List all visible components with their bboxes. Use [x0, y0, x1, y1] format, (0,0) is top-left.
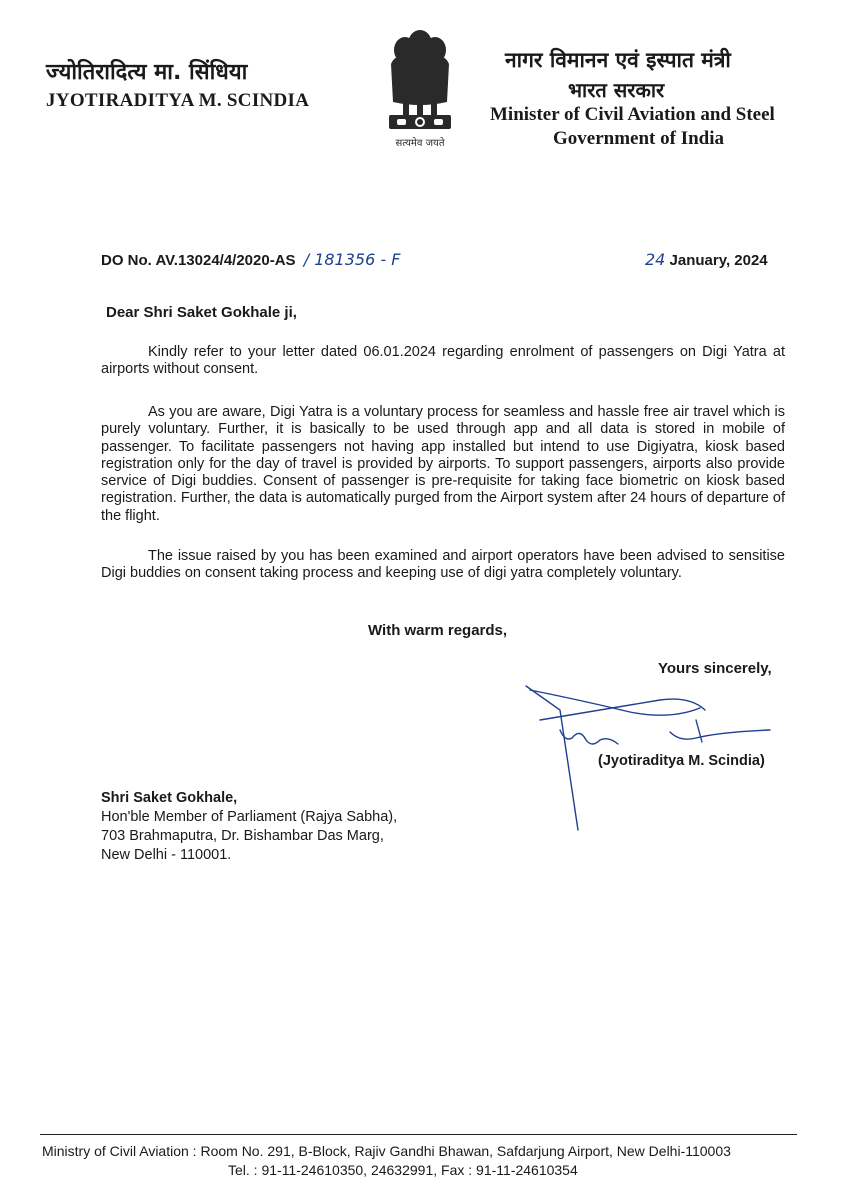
date-day-handwritten: 24 — [645, 250, 666, 269]
recipient-line-2: 703 Brahmaputra, Dr. Bishambar Das Marg, — [101, 828, 384, 844]
emblem-motto: सत्यमेव जयते — [395, 138, 445, 149]
minister-title-hindi: नागर विमानन एवं इस्पात मंत्री — [505, 48, 731, 72]
recipient-line-3: New Delhi - 110001. — [101, 847, 232, 863]
recipient-name: Shri Saket Gokhale, — [101, 790, 238, 806]
footer-divider — [40, 1134, 797, 1135]
salutation: Dear Shri Saket Gokhale ji, — [106, 304, 297, 321]
date-month-year: January, 2024 — [669, 252, 768, 269]
government-english: Government of India — [553, 128, 724, 149]
valediction: Yours sincerely, — [658, 660, 772, 677]
do-number — [101, 250, 400, 269]
signatory-name: (Jyotiraditya M. Scindia) — [598, 753, 765, 769]
minister-name-english: JYOTIRADITYA M. SCINDIA — [46, 90, 310, 111]
do-number-printed: DO No. AV.13024/4/2020-AS — [101, 252, 296, 269]
government-hindi: भारत सरकार — [568, 78, 665, 102]
footer-contact: Tel. : 91-11-24610350, 24632991, Fax : 91-11-24610354 — [228, 1162, 578, 1178]
paragraph-1: Kindly refer to your letter dated 06.01.2024 regarding enrolment of passengers on Digi Yatra at airports without consent. — [101, 344, 785, 378]
minister-title-english: Minister of Civil Aviation and Steel — [490, 104, 775, 125]
footer-address: Ministry of Civil Aviation : Room No. 291, B-Block, Rajiv Gandhi Bhawan, Safdarjung Airport, New Delhi-110003 — [42, 1143, 731, 1159]
paragraph-2: As you are aware, Digi Yatra is a voluntary process for seamless and hassle free air travel which is purely voluntary. Further, it is basically to be used through app and all data is stored in mobile of passenger. To facilitate passengers not having app installed but intend to use Digiyatra, kiosk based registration only for the day of travel is provided by airports. To support passengers, airports also provide service of Digi buddies. Consent of passenger is pre-requisite for taking face biometric on kiosk based registration. Further, the data is automatically purged from the Airport system after 24 hours of departure of the flight. — [101, 404, 785, 524]
recipient-line-1: Hon'ble Member of Parliament (Rajya Sabha), — [101, 809, 398, 825]
national-emblem-icon — [375, 30, 465, 152]
closing: With warm regards, — [368, 622, 508, 639]
do-number-handwritten: / 181356 - F — [303, 250, 401, 269]
minister-name-hindi: ज्योतिरादित्य मा. सिंधिया — [46, 60, 248, 85]
recipient-address — [101, 789, 397, 865]
letter-date — [645, 250, 768, 269]
paragraph-3: The issue raised by you has been examined and airport operators have been advised to sensitise Digi buddies on consent taking process and keeping use of digi yatra completely voluntary. — [101, 548, 785, 582]
